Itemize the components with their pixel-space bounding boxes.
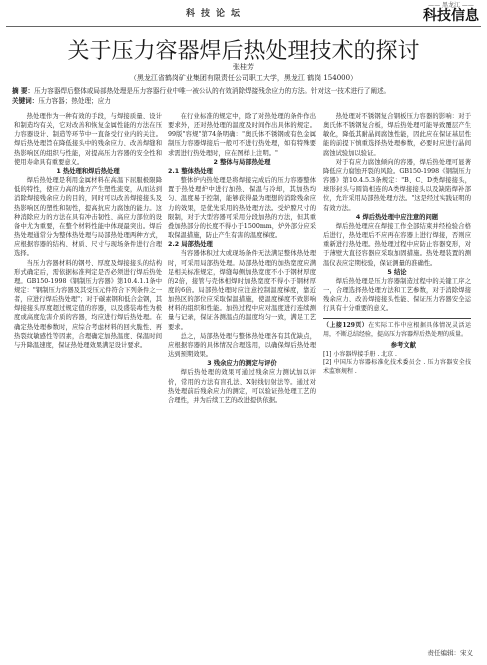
logo-title: 科技信息 [423,8,479,24]
reference-item: [1] 小容器焊接手册 . 北京 . [323,350,397,358]
editor-credit: 责任编辑：宋义 [427,649,473,657]
paragraph: 当压力容器材料的钢号、厚度及焊接接头的结构形式确定后，需依据标准判定是否必须进行焊后热处理。GB150-1998《钢制压力容器》第10.4.1.1条中规定："钢制压力容器及其受压元件符合下列条件之一者，应进行焊后热处理"；对于碳素钢和低合金钢，其焊接接头厚度超过规定值的容器，以及盛装毒性为极度或高度危害介质的容器，均应进行焊后热处理。在确定热处理参数时，应综合考虑材料的回火脆性、再热裂纹敏感性等因素，合理确定加热温度、保温时间与升降温速度，保证热处理效果满足设计要求。 [14,259,162,349]
paragraph: 焊后热处理是利用金属材料在高温下屈服极限降低的特性，使应力高的地方产生塑性流变，从而达到消除焊接残余应力的目的，同时可以改善焊接接头及热影响区的塑性和韧性，提高抗应力腐蚀的能力。这种消除应力的方法在具有冲击韧性、高应力部位的设备中尤为重要，在整个材料性能中体现最突出。焊后热处理通常分为整体热处理与局部热处理两种方式，应根据容器的结构、材质、尺寸与现场条件进行合理选择。 [14,177,162,258]
text-column-3 [323,112,471,376]
subsection-heading: 2.1 整体热处理 [168,167,213,175]
continuation-note [323,322,471,339]
paragraph: 焊后热处理是压力容器制造过程中的关键工序之一，合理选择热处理方法和工艺参数，对于消除焊接残余应力、改善焊接接头性能、保证压力容器安全运行具有十分重要的意义。 [323,277,471,313]
section-heading: 5 结论 [387,268,407,276]
logo-subtitle: —— 黑龙江 —— [428,2,474,9]
references-heading: 参考文献 [390,342,416,350]
paragraph: 在行业标准的规定中，除了对热处理的条件作出要求外，还对热处理的温度及时间作出具体的规定。99版"容规"第74条明确："奥氏体不锈钢或有色金属制压力容器焊接后一般可不进行热处理，如有特殊要求需进行热处理时，应在图样上注明。" [168,113,316,157]
article-title: 关于压力容器焊后热处理技术的探讨 [67,39,420,64]
abstract-text: 压力容器焊后整体或局部热处理是压力容器行业中唯一被公认的有效消除焊接残余应力的方法。针对这一技术进行了阐述。 [34,87,391,95]
reference-item: [2] 中国压力容器标准化技术委员会 . 压力容器安全技术监察规程 . [323,359,471,375]
keywords-text: 压力容器；热处理；应力 [38,96,111,105]
paragraph: 热处理作为一种有效的手段，与焊接质量、设计和制造均有关，它对改善和恢复金属性能的方法在压力容器设计、制造等环节中一直备受行业内的关注。焊后热处理旨在降低接头中的残余应力、改善焊缝和热影响区的组织与性能，对提高压力容器的安全性和使用寿命具有重要意义。 [14,113,162,166]
text-column-1 [14,112,162,350]
section-heading: 2 整体与局部热处理 [213,158,271,166]
section-heading: 3 残余应力的测定与评价 [207,360,277,368]
keywords-label: 关键词： [12,96,39,105]
footnote-rule [323,318,471,319]
page-header [0,0,487,26]
journal-logo [423,2,479,24]
paragraph: 焊后热处理应在焊接工作全部结束并经检验合格后进行，热处理后不应再在容器上进行焊接，否则应重新进行热处理。热处理过程中应防止容器变形，对于薄壁大直径容器应采取加固措施。热处理装置的测温仪表应定期校验，保证测量的准确性。 [323,222,471,267]
continuation-text: 在实际工作中应根据具体情况灵活运用，不断总结经验，提高压力容器焊后热处理的质量。 [323,322,471,338]
paragraph: 对于有应力腐蚀倾向的容器，焊后热处理可显著降低应力腐蚀开裂的风险。GB150-1998《钢制压力容器》第10.4.5.3条规定："B、C、D类焊接接头，球形封头与圆筒相连的A类焊接接头以及缺陷焊补部位，允许采用局部热处理方法。"这是经过实践证明的有效方法。 [323,158,471,212]
paragraph: 当容器体积过大或现场条件无法满足整体热处理时，可采用局部热处理。局部热处理的加热宽度应满足相关标准规定，焊缝每侧加热宽度不小于钢材厚度的2倍，接管与壳体相焊时加热宽度不得小于钢材厚度的6倍。局部热处理时应注意控制温度梯度，靠近加热区的部位应采取保温措施，使温度梯度不致影响材料的组织和性能。加热过程中应对温度进行连续测量与记录，保证各测温点的温度均匀一致，满足工艺要求。 [168,250,316,331]
paragraph: 整体炉内热处理是将焊接完成后的压力容器整体置于热处理炉中进行加热、保温与冷却，其加热均匀、温度易于控制，能够获得最为理想的消除残余应力的效果，是优先采用的热处理方法。受炉膛尺寸的限制，对于大型容器可采用分段加热的方法，但其重叠加热部分的长度不得小于1500mm，炉外部分应采取保温措施，防止产生有害的温度梯度。 [168,177,316,240]
article-author: 张桂芳 [233,63,254,71]
section-label: 科技论坛 [186,9,247,19]
continuation-label: （上接129页） [323,322,369,330]
abstract-label: 摘 要： [12,87,35,95]
section-heading: 4 焊后热处理中应注意的问题 [355,213,439,221]
text-column-2 [168,112,316,405]
article-affiliation: （黑龙江省鹤岗矿业集团有限责任公司职工大学，黑龙江 鹤岗 154000） [129,74,358,82]
paragraph: 总之，局部热处理与整体热处理各有其优缺点，应根据容器的具体情况合理选用，以确保焊后热处理达到预期效果。 [168,332,316,359]
section-heading: 1 热处理和焊后热处理 [56,167,120,175]
paragraph: 热处理对不锈钢复合钢板压力容器的影响：对于奥氏体不锈钢复合板，焊后热处理可能导致覆层产生敏化，降低其耐晶间腐蚀性能，因此应在保证基层性能的前提下慎重选择热处理参数，必要时应进行晶间腐蚀试验加以验证。 [323,113,471,157]
abstract-block [12,87,475,106]
header-rule [6,26,481,27]
subsection-heading: 2.2 局部热处理 [168,241,213,249]
paragraph: 焊后热处理的效果可通过残余应力测试加以评价，常用的方法有盲孔法、X射线衍射法等。通过对热处理前后残余应力的测定，可以验证热处理工艺的合理性，并为后续工艺的改进提供依据。 [168,369,316,404]
